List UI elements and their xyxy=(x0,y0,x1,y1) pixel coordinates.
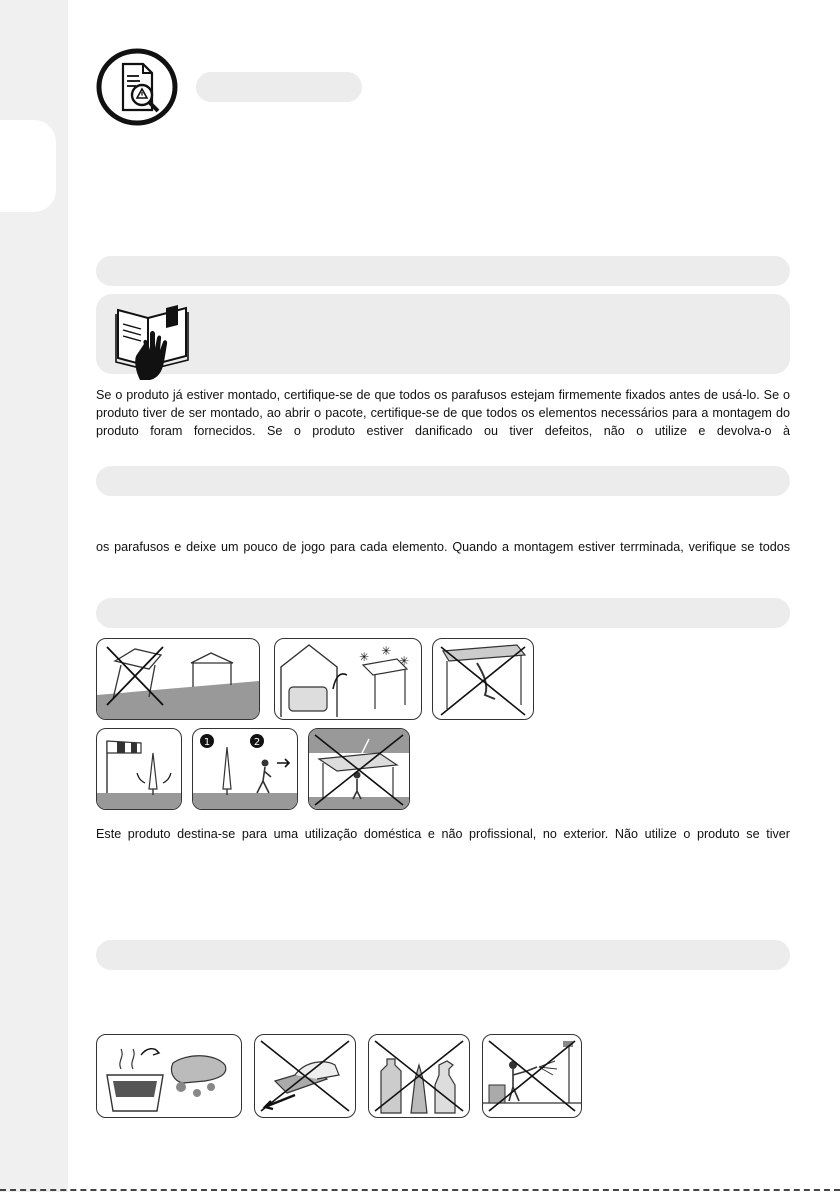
section-tab xyxy=(0,120,56,212)
svg-text:✳: ✳ xyxy=(381,644,392,658)
section-bar-maintenance xyxy=(96,940,790,970)
no-abrasive-sponge-pictogram xyxy=(254,1034,356,1118)
section-bar-mounting xyxy=(96,466,790,496)
read-manual-icon xyxy=(110,300,194,386)
step-number-1: 1 xyxy=(203,737,211,748)
section-bar-usage xyxy=(96,598,790,628)
section-title-bar xyxy=(196,72,362,102)
section-bar-assembly xyxy=(96,256,790,286)
no-hanging-pictogram xyxy=(432,638,534,720)
read-manual-box xyxy=(96,294,790,374)
usage-paragraph: Este produto destina-se para uma utilização doméstica e não profissional, no exterior. Não utilize o produto se tiver xyxy=(96,827,790,841)
assembly-check-paragraph: Se o produto já estiver montado, certifique-se de que todos os parafusos estejam firmemente fixados antes de usá-lo. Se o produto tiver de ser montado, ao abrir o pacote, certifique-se de que todos os elementos necessários para a montagem do produto foram fornecidos. Se o produto estiver danificado ou tiver defeitos, não o utilize e devolva-o à xyxy=(96,388,790,438)
no-chemicals-pictogram xyxy=(368,1034,470,1118)
close-and-leave-pictogram xyxy=(192,728,298,810)
soapy-water-cleaning-pictogram xyxy=(96,1034,242,1118)
document-warning-icon xyxy=(96,48,178,126)
svg-text:✳: ✳ xyxy=(359,650,370,664)
svg-text:✳: ✳ xyxy=(399,654,410,668)
winter-storage-pictogram xyxy=(274,638,422,720)
page-bottom-border xyxy=(0,1189,840,1191)
no-storm-pictogram xyxy=(308,728,410,810)
wind-warning-pictogram xyxy=(96,728,182,810)
no-slope-pictogram xyxy=(96,638,260,720)
no-pressure-washer-pictogram xyxy=(482,1034,582,1118)
assembly-screws-paragraph: os parafusos e deixe um pouco de jogo para cada elemento. Quando a montagem estiver terrminada, verifique se todos xyxy=(96,540,790,554)
step-number-2: 2 xyxy=(253,737,261,748)
